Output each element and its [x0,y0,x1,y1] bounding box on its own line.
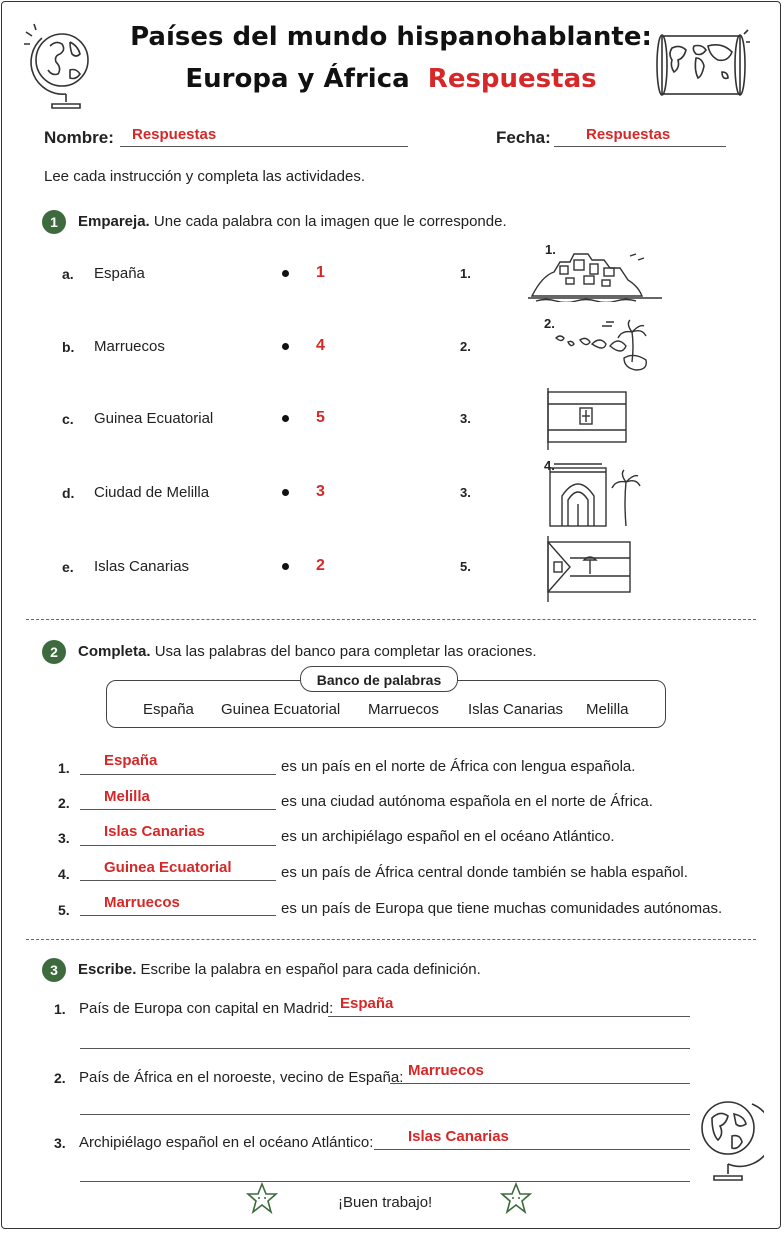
star-icon [500,1182,532,1214]
sentence-number: 4. [58,866,70,882]
definition-number: 3. [54,1135,66,1151]
answer-line[interactable] [374,1149,690,1150]
definition-answer: Islas Canarias [408,1128,509,1145]
match-answer: 3 [316,483,325,500]
answer-line[interactable] [80,845,276,846]
match-letter: b. [62,339,75,355]
definition-answer: Marruecos [408,1062,484,1079]
extra-line[interactable] [80,1048,690,1049]
image-label: 2. [544,316,555,331]
section-1-text: Une cada palabra con la imagen que le corresponde. [153,213,507,230]
definition-text: Archipiélago español en el océano Atlántico: [79,1134,374,1151]
date-line [554,146,726,147]
match-word: España [94,265,145,282]
match-answer: 1 [316,264,325,281]
sentence-number: 1. [58,760,70,776]
section-divider [26,939,756,940]
match-dot[interactable] [282,343,289,350]
section-2-text: Usa las palabras del banco para completar las oraciones. [154,643,537,660]
image-label: 1. [545,242,556,257]
section-3-bold: Escribe. [78,961,137,978]
match-dot[interactable] [282,563,289,570]
match-answer: 4 [316,337,325,354]
page-title-line2 [2,64,780,94]
image-label: 4. [544,458,555,473]
answer-line[interactable] [390,1083,690,1084]
extra-line[interactable] [80,1181,690,1182]
match-number: 3. [460,485,471,500]
section-3-text: Escribe la palabra en español para cada definición. [140,961,481,978]
name-value: Respuestas [132,126,217,143]
match-letter: c. [62,411,74,427]
sentence-answer: Islas Canarias [104,823,205,840]
page-title-line1: Países del mundo hispanohablante: [130,22,652,52]
match-word: Marruecos [94,338,165,355]
answer-line[interactable] [328,1016,690,1017]
name-line [120,146,408,147]
bank-word: Islas Canarias [468,701,564,718]
sentence-text: es un país de África central donde también se habla español. [281,864,688,881]
sentence-answer: Marruecos [104,894,180,911]
match-letter: a. [62,266,74,282]
answer-line[interactable] [80,915,276,916]
answer-line[interactable] [80,809,276,810]
definition-number: 2. [54,1070,66,1086]
extra-line[interactable] [80,1114,690,1115]
bank-word: Melilla [586,701,629,718]
definition-text: País de África en el noroeste, vecino de España: [79,1069,404,1086]
section-3-heading [78,961,481,978]
bank-word: Guinea Ecuatorial [221,701,341,718]
coastal-town-image [526,246,666,302]
bank-word: Marruecos [368,701,439,718]
match-letter: e. [62,559,74,575]
footer-text: ¡Buen trabajo! [338,1194,433,1211]
section-1-bold: Empareja. [78,213,150,230]
section-2-badge: 2 [42,640,66,664]
match-answer: 5 [316,409,325,426]
star-icon [246,1182,278,1214]
match-word: Guinea Ecuatorial [94,410,214,427]
definition-answer: España [340,995,394,1012]
section-divider [26,619,756,620]
sentence-number: 2. [58,795,70,811]
section-3-badge: 3 [42,958,66,982]
bank-word: España [143,701,194,718]
answer-line[interactable] [80,880,276,881]
moroccan-gate-image [546,462,644,528]
date-value: Respuestas [586,126,671,143]
sentence-number: 5. [58,902,70,918]
equatorial-guinea-flag-image [544,534,634,604]
match-letter: d. [62,485,75,501]
sentence-text: es un archipiélago español en el océano Atlántico. [281,828,615,845]
islands-image [546,318,658,376]
definition-text: País de Europa con capital en Madrid: [79,1000,334,1017]
globe-icon [694,1090,764,1186]
match-word: Ciudad de Melilla [94,484,210,501]
match-number: 5. [460,559,471,574]
spain-flag-image [544,386,630,452]
section-2-heading [78,643,537,660]
section-2-bold: Completa. [78,643,151,660]
definition-number: 1. [54,1001,66,1017]
answer-line[interactable] [80,774,276,775]
sentence-text: es un país de Europa que tiene muchas comunidades autónomas. [281,900,723,917]
title-region: Europa y África [185,64,410,94]
match-number: 2. [460,339,471,354]
worksheet-page [1,1,781,1229]
sentence-answer: España [104,752,158,769]
date-label: Fecha: [496,128,551,147]
match-answer: 2 [316,557,325,574]
match-number: 3. [460,411,471,426]
sentence-text: es un país en el norte de África con lengua española. [281,758,636,775]
match-word: Islas Canarias [94,558,190,575]
section-1-heading [78,213,507,230]
sentence-number: 3. [58,830,70,846]
word-bank-title: Banco de palabras [300,666,458,692]
sentence-text: es una ciudad autónoma española en el norte de África. [281,793,653,810]
instructions: Lee cada instrucción y completa las actividades. [44,168,366,185]
name-label: Nombre: [44,128,114,147]
match-dot[interactable] [282,270,289,277]
match-dot[interactable] [282,489,289,496]
sentence-answer: Guinea Ecuatorial [104,859,232,876]
match-dot[interactable] [282,415,289,422]
match-number: 1. [460,266,471,281]
section-1-badge: 1 [42,210,66,234]
title-answers: Respuestas [427,64,597,94]
sentence-answer: Melilla [104,788,150,805]
